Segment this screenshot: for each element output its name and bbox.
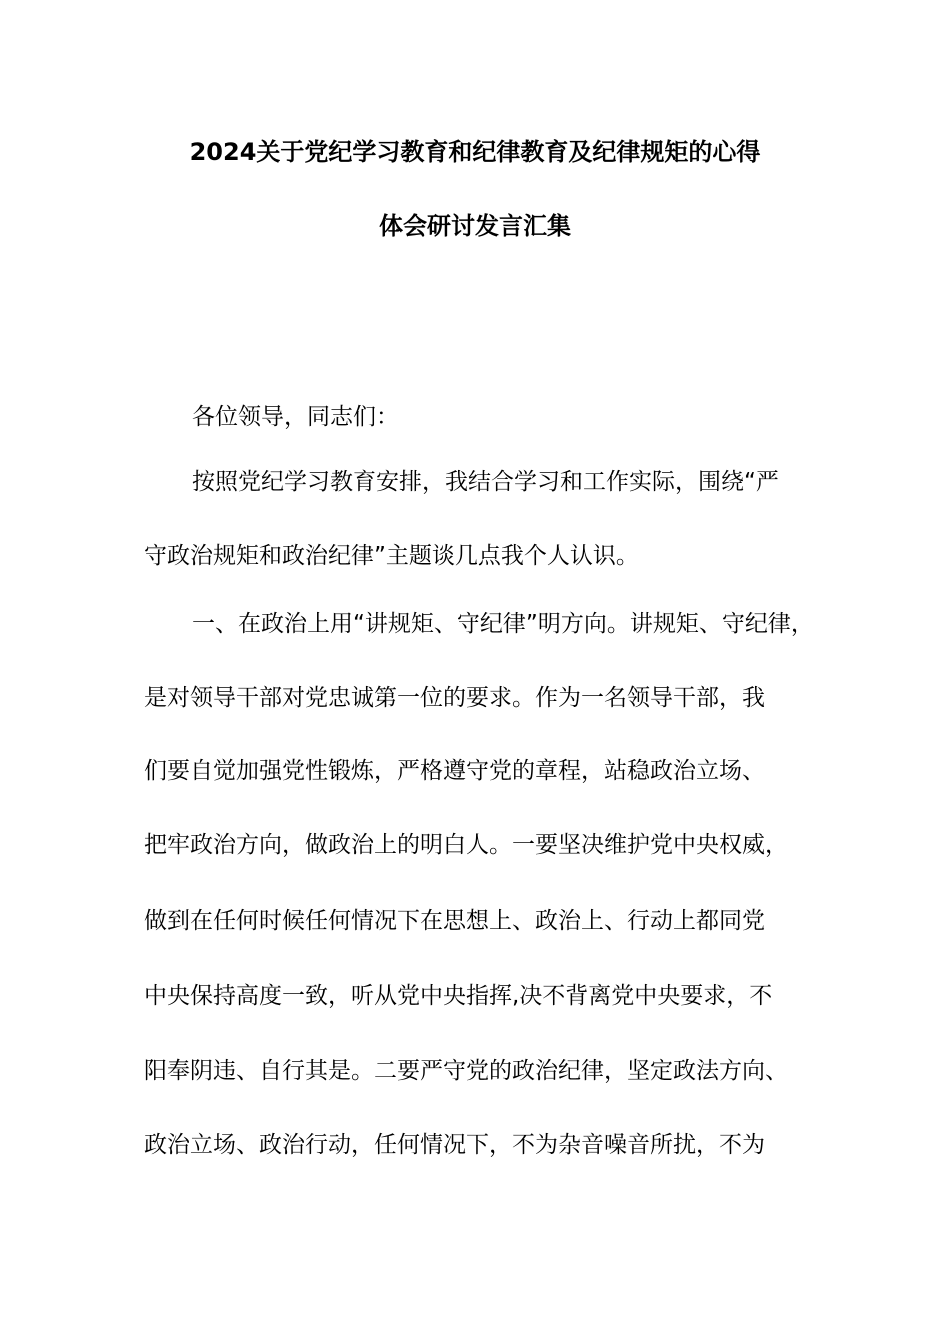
paragraph-1-line-2: 守政治规矩和政治纪律”主题谈几点我个人认识。 <box>144 543 639 569</box>
paragraph-2-line-6: 中央保持高度一致，听从党中央指挥,决不背离党中央要求，不 <box>144 983 773 1009</box>
document-title-line-2: 体会研讨发言汇集 <box>379 212 571 240</box>
paragraph-2-line-2: 是对领导干部对党忠诚第一位的要求。作为一名领导干部，我 <box>144 685 765 711</box>
paragraph-2-line-5: 做到在任何时候任何情况下在思想上、政治上、行动上都同党 <box>144 908 765 934</box>
salutation: 各位领导，同志们： <box>192 404 399 430</box>
paragraph-1-line-1: 按照党纪学习教育安排，我结合学习和工作实际，围绕“严 <box>192 469 779 495</box>
paragraph-2-line-1: 一、在政治上用“讲规矩、守纪律”明方向。讲规矩、守纪律， <box>192 611 814 637</box>
paragraph-2-line-7: 阳奉阴违、自行其是。二要严守党的政治纪律，坚定政法方向、 <box>144 1058 788 1084</box>
paragraph-2-line-4: 把牢政治方向，做政治上的明白人。一要坚决维护党中央权威， <box>144 832 788 858</box>
paragraph-2-line-8: 政治立场、政治行动，任何情况下，不为杂音噪音所扰，不为 <box>144 1132 765 1158</box>
document-title-line-1: 2024关于党纪学习教育和纪律教育及纪律规矩的心得 <box>189 138 761 166</box>
paragraph-2-line-3: 们要自觉加强党性锻炼，严格遵守党的章程，站稳政治立场、 <box>144 758 765 784</box>
